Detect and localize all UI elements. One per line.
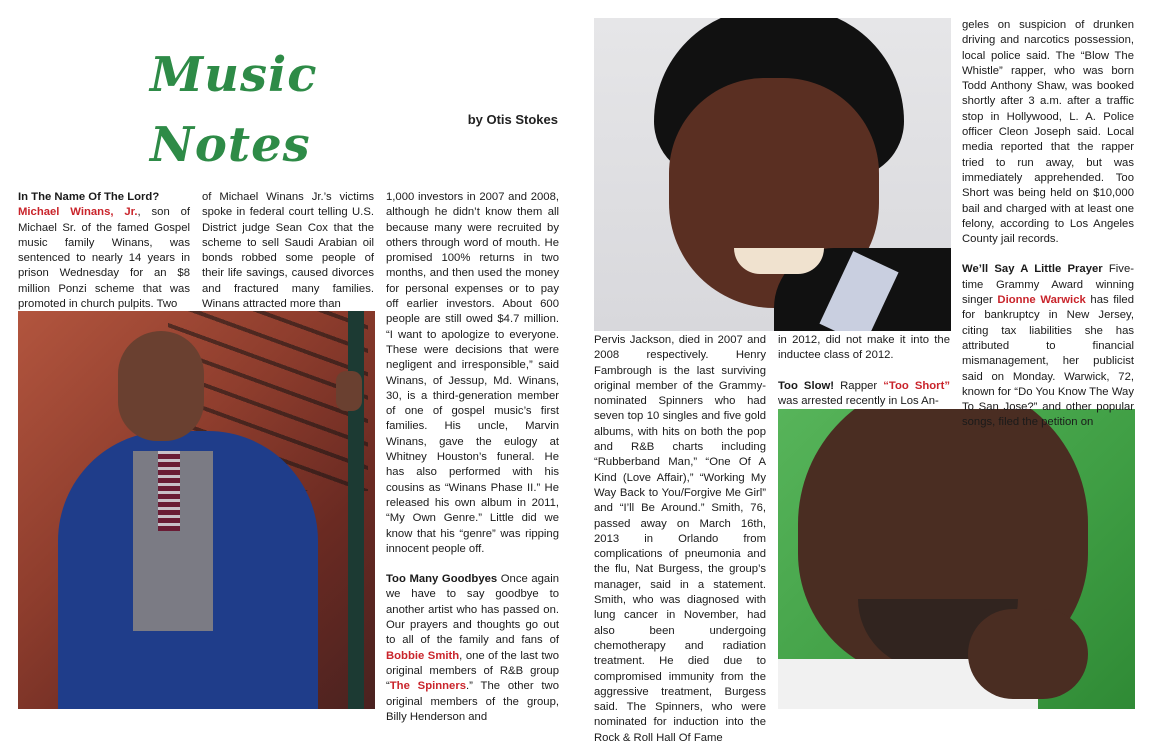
hand <box>336 371 362 411</box>
column-2 <box>202 190 374 312</box>
section-heading: We’ll Say A Little Prayer <box>962 263 1103 276</box>
body-text: .” The other two original members of the group, Billy Henderson and <box>386 680 559 723</box>
section-heading: Too Many Goodbyes <box>386 573 498 586</box>
paragraph-goodbyes <box>386 572 559 725</box>
paragraph-prayer <box>962 262 1134 430</box>
photo-pervis-jackson <box>594 18 951 331</box>
body-text: has filed for bankruptcy in New Jersey, citing tax liabilities she has attributed to financial mismanagement, her publicist said on Monday. Warwick, 72, known for “Do You Know The Way To San Jose?” and other popular songs, filed the petition on <box>962 294 1134 429</box>
smile <box>734 248 824 274</box>
byline: by Otis Stokes <box>467 112 558 127</box>
body-text: Once again we have to say goodbye to another artist who has passed on. Our prayers and thoughts go out to all of the family and fans of <box>386 573 559 647</box>
body-text: 1,000 investors in 2007 and 2008, although he didn’t know them all because many were recruited by others through word of mouth. He promised 100% returns in two months, and then used the money for personal expenses or to pay off earlier investors. About 600 people are still owed $4.7 million. “I want to apologize to everyone. These were decisions that were negligent and irresponsible,” said Winans, of Jessup, Md. Winans, 30, is a third-generation member of one of gospel music’s first families. His uncle, Marvin Winans, gave the eulogy at Whitney Houston’s funeral. He has also performed with his cousins as “Winans Phase II.” He released his own album in 2011, “My Own Genre.” Little did we know that his “genre” was ripping innocent people off. <box>386 191 559 555</box>
highlight-name: “Too Short” <box>883 379 950 392</box>
body-text: , son of Michael Sr. of the famed Gospel music family Winans, was sentenced to nearly 14 years in prison Wednesday for an $8 million Ponzi scheme that was promoted in church pulpits. Two <box>18 206 190 311</box>
body-text: was arrested recently in Los An- <box>778 394 939 407</box>
head <box>118 331 204 441</box>
body-text: Five-time Grammy Award winning singer <box>962 263 1134 307</box>
column-4 <box>594 333 766 746</box>
column-1 <box>18 190 190 312</box>
paragraph-winans-intro <box>18 190 190 312</box>
section-heading: Too Slow! <box>778 379 835 392</box>
paragraph-too-slow <box>778 379 950 410</box>
body-text: , one of the last two original members of R&B group “ <box>386 649 559 693</box>
section-heading: In The Name Of The Lord? <box>18 191 160 203</box>
column-5 <box>778 333 950 409</box>
photo-michael-winans <box>18 311 375 709</box>
highlight-name: The Spinners <box>389 680 467 693</box>
body-text: geles on suspicion of drunken driving and narcotics possession, local police said. The “Blow The Whistle” rapper, who was born Todd Anthony Shaw, was booked shortly after 3 a.m. after a traffic stop in Hollywood, L. A. Police officer Cleon Joseph said. Local media reported that the rapper tried to run away, but was immediately apprehended. Too Short was being held on $10,000 bail and charged with at least one felony, according to Los Angeles County jail records. <box>962 19 1134 246</box>
page-title: Music Notes <box>150 47 318 173</box>
highlight-name: Bobbie Smith <box>386 649 460 662</box>
highlight-name: Michael Winans, Jr. <box>18 206 138 219</box>
body-text: of Michael Winans Jr.’s victims spoke in federal court telling U.S. District judge Sean Cox that the scheme to sell Saudi Arabian oil bonds robbed some people of their life savings, caused divorces and fractured many families. Winans attracted more than <box>202 191 374 311</box>
body-text: in 2012, did not make it into the inductee class of 2012. <box>778 334 950 362</box>
column-3 <box>386 190 559 725</box>
body-text: Rapper <box>834 379 884 392</box>
tie <box>158 451 180 531</box>
photo-too-short <box>778 409 1135 709</box>
highlight-name: Dionne Warwick <box>997 294 1086 307</box>
column-6 <box>962 18 1134 431</box>
hand <box>968 609 1088 699</box>
body-text: Pervis Jackson, died in 2007 and 2008 respectively. Henry Fambrough is the last surviving original member of the Grammy-nominated Spinners who had seven top 10 singles and five gold albums, with hits on both the pop and R&B charts including “Rubberband Man,” “One Of A Kind (Love Affair),” “Working My Way Back to You/Forgive Me Girl” and “I’ll Be Around.” Smith, 76, passed away on March 16th, 2013 in Orlando from complications of pneumonia and the flu, Nat Burgess, the group’s manager, said in a statement. Smith, who was diagnosed with lung cancer in November, had also been undergoing chemotherapy and radiation treatment. He died due to compromised immunity from the aggressive treatment, Burgess said. The Spinners, who were nominated for induction into the Rock & Roll Hall Of Fame <box>594 334 766 744</box>
